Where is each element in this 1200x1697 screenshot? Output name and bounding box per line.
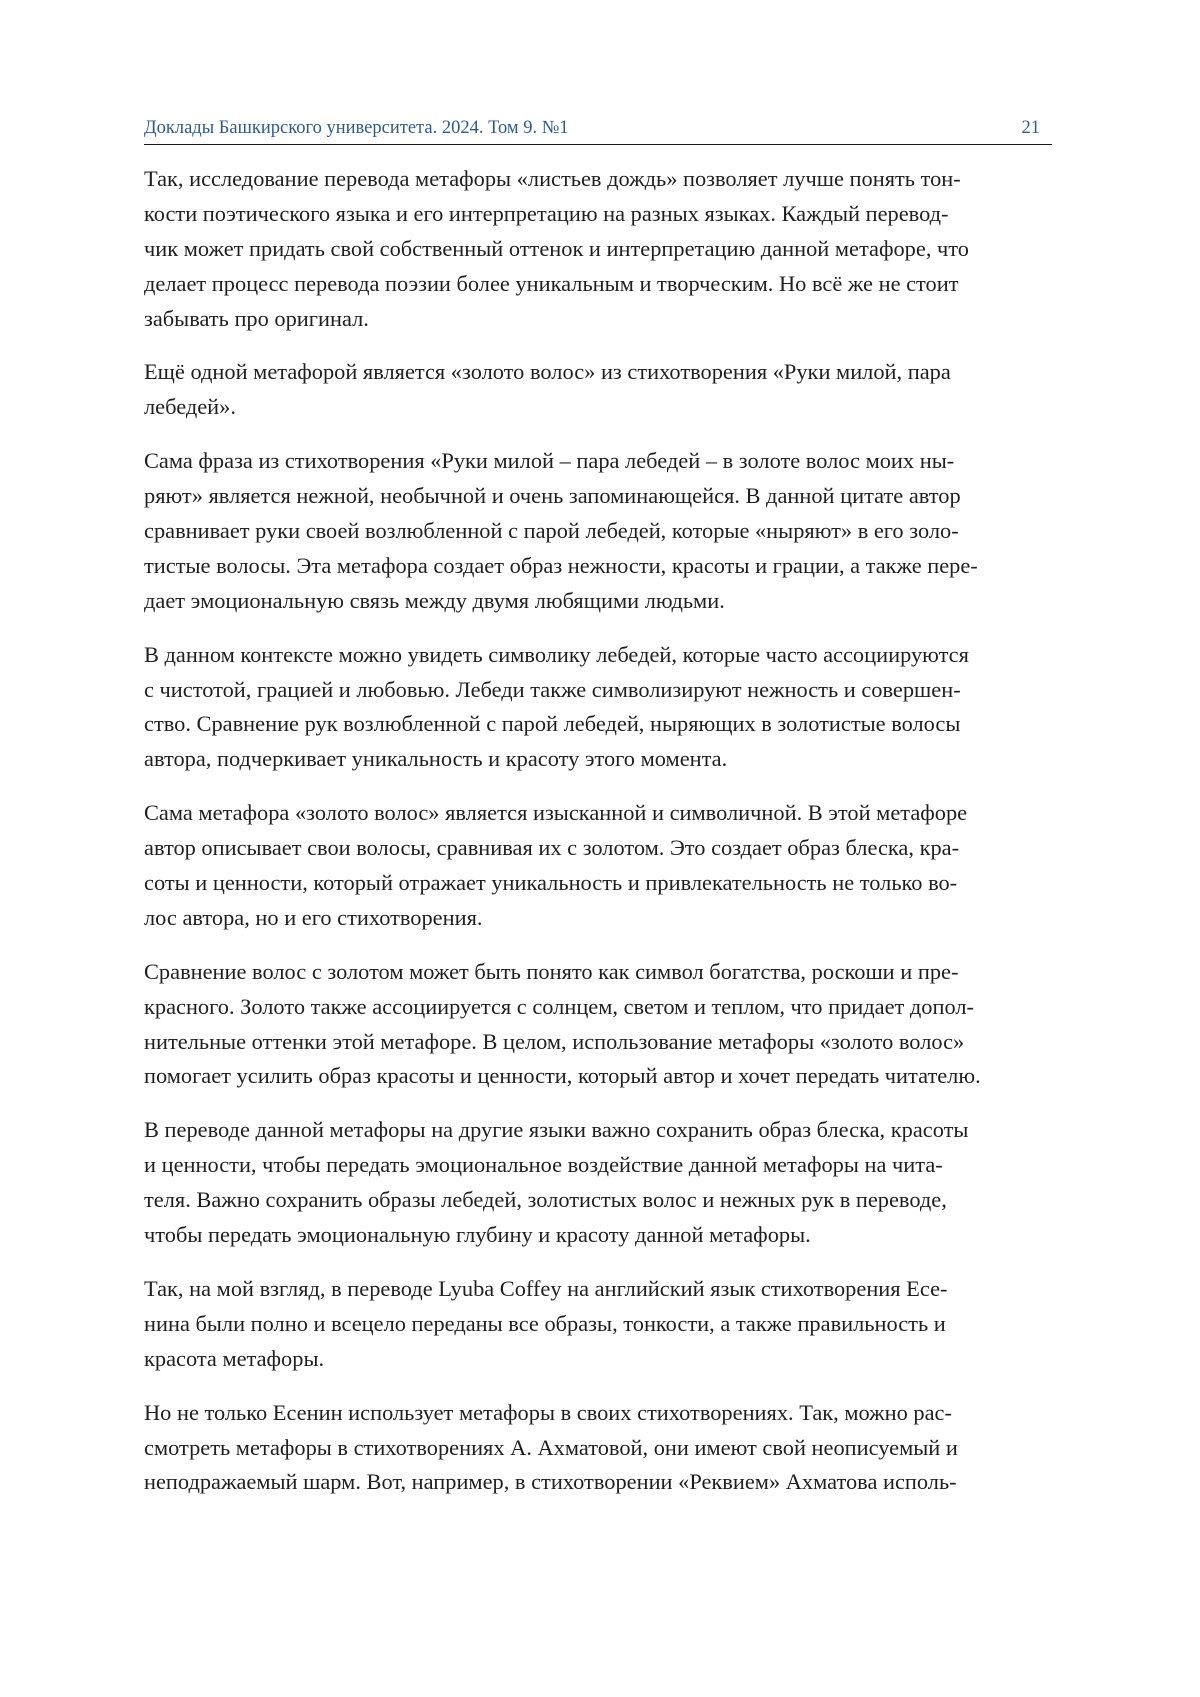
- paragraph: [144, 355, 1074, 425]
- running-header: [144, 114, 1052, 145]
- text-line: Ещё одной метафорой является «золото волос» из стихотворения «Руки милой, пара: [144, 355, 1074, 390]
- paragraph: [144, 796, 1074, 936]
- text-line: нительные оттенки этой метафоре. В целом, использование метафоры «золото волос»: [144, 1025, 1074, 1060]
- text-line: лос автора, но и его стихотворения.: [144, 901, 1074, 936]
- paragraph: [144, 955, 1074, 1095]
- text-line: Сравнение волос с золотом может быть понято как символ богатства, роскоши и пре-: [144, 955, 1074, 990]
- paragraph: [144, 1113, 1074, 1253]
- text-line: неподражаемый шарм. Вот, например, в стихотворении «Реквием» Ахматова исполь-: [144, 1465, 1074, 1500]
- text-line: ство. Сравнение рук возлюбленной с парой лебедей, ныряющих в золотистые волосы: [144, 707, 1074, 742]
- document-page: [0, 0, 1200, 1697]
- text-line: забывать про оригинал.: [144, 302, 1074, 337]
- text-line: красота метафоры.: [144, 1342, 1074, 1377]
- article-body: [144, 162, 1074, 1519]
- text-line: Так, исследование перевода метафоры «листьев дождь» позволяет лучше понять тон-: [144, 162, 1074, 197]
- text-line: красного. Золото также ассоциируется с солнцем, светом и теплом, что придает допол-: [144, 990, 1074, 1025]
- text-line: дает эмоциональную связь между двумя любящими людьми.: [144, 584, 1074, 619]
- text-line: нина были полно и всецело переданы все образы, тонкости, а также правильность и: [144, 1307, 1074, 1342]
- text-line: В переводе данной метафоры на другие языки важно сохранить образ блеска, красоты: [144, 1113, 1074, 1148]
- text-line: чик может придать свой собственный оттенок и интерпретацию данной метафоре, что: [144, 232, 1074, 267]
- paragraph: [144, 444, 1074, 618]
- text-line: смотреть метафоры в стихотворениях А. Ахматовой, они имеют свой неописуемый и: [144, 1431, 1074, 1466]
- text-line: чтобы передать эмоциональную глубину и красоту данной метафоры.: [144, 1218, 1074, 1253]
- text-line: и ценности, чтобы передать эмоциональное воздействие данной метафоры на чита-: [144, 1148, 1074, 1183]
- text-line: сравнивает руки своей возлюбленной с парой лебедей, которые «ныряют» в его золо-: [144, 514, 1074, 549]
- paragraph: [144, 1272, 1074, 1377]
- text-line: Так, на мой взгляд, в переводе Lyuba Coffey на английский язык стихотворения Есе-: [144, 1272, 1074, 1307]
- text-line: Сама метафора «золото волос» является изысканной и символичной. В этой метафоре: [144, 796, 1074, 831]
- journal-citation: Доклады Башкирского университета. 2024. Том 9. №1: [144, 116, 569, 140]
- text-line: автор описывает свои волосы, сравнивая их с золотом. Это создает образ блеска, кра-: [144, 831, 1074, 866]
- page-number: 21: [1022, 116, 1041, 140]
- text-line: теля. Важно сохранить образы лебедей, золотистых волос и нежных рук в переводе,: [144, 1183, 1074, 1218]
- text-line: автора, подчеркивает уникальность и красоту этого момента.: [144, 742, 1074, 777]
- text-line: с чистотой, грацией и любовью. Лебеди также символизируют нежность и совершен-: [144, 673, 1074, 708]
- paragraph: [144, 638, 1074, 778]
- text-line: Сама фраза из стихотворения «Руки милой – пара лебедей – в золоте волос моих ны-: [144, 444, 1074, 479]
- text-line: В данном контексте можно увидеть символику лебедей, которые часто ассоциируются: [144, 638, 1074, 673]
- text-line: ряют» является нежной, необычной и очень запоминающейся. В данной цитате автор: [144, 479, 1074, 514]
- text-line: кости поэтического языка и его интерпретацию на разных языках. Каждый перевод-: [144, 197, 1074, 232]
- text-line: лебедей».: [144, 390, 1074, 425]
- text-line: помогает усилить образ красоты и ценности, который автор и хочет передать читателю.: [144, 1059, 1074, 1094]
- paragraph: [144, 1396, 1074, 1501]
- paragraph: [144, 162, 1074, 336]
- text-line: делает процесс перевода поэзии более уникальным и творческим. Но всё же не стоит: [144, 267, 1074, 302]
- text-line: тистые волосы. Эта метафора создает образ нежности, красоты и грации, а также пере-: [144, 549, 1074, 584]
- text-line: соты и ценности, который отражает уникальность и привлекательность не только во-: [144, 866, 1074, 901]
- text-line: Но не только Есенин использует метафоры в своих стихотворениях. Так, можно рас-: [144, 1396, 1074, 1431]
